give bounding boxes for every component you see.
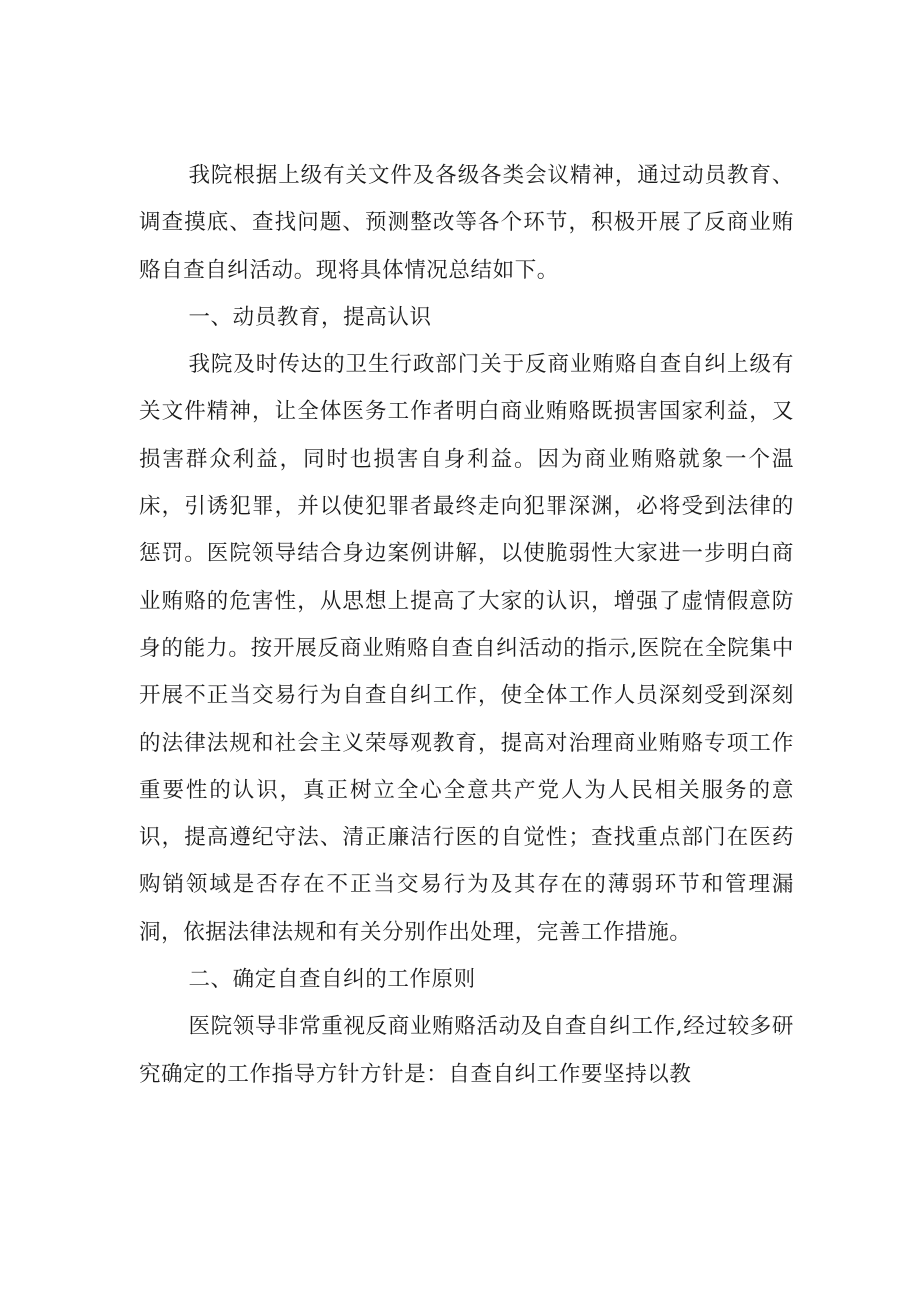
document-body [139,152,794,1098]
section-1-paragraph: 我院及时传达的卫生行政部门关于反商业贿赂自查自纠上级有关文件精神，让全体医务工作者明白商业贿赂既损害国家利益，又损害群众利益，同时也损害自身利益。因为商业贿赂就象一个温床，引诱犯罪，并以使犯罪者最终走向犯罪深渊，必将受到法律的惩罚。医院领导结合身边案例讲解，以使脆弱性大家进一步明白商业贿赂的危害性，从思想上提高了大家的认识，增强了虚情假意防身的能力。按开展反商业贿赂自查自纠活动的指示,医院在全院集中开展不正当交易行为自查自纠工作，使全体工作人员深刻受到深刻的法律法规和社会主义荣辱观教育，提高对治理商业贿赂专项工作重要性的认识，真正树立全心全意共产党人为人民相关服务的意识，提高遵纪守法、清正廉洁行医的自觉性；查找重点部门在医药购销领域是否存在不正当交易行为及其存在的薄弱环节和管理漏洞，依据法律法规和有关分别作出处理，完善工作措施。 [139,352,794,945]
intro-paragraph: 我院根据上级有关文件及各级各类会议精神，通过动员教育、调查摸底、查找问题、预测整改等各个环节，积极开展了反商业贿赂自查自纠活动。现将具体情况总结如下。 [139,163,794,283]
section-heading-2: 二、确定自查自纠的工作原则 [188,967,476,993]
section-heading-1: 一、动员教育，提高认识 [188,304,432,330]
section-2-paragraph: 医院领导非常重视反商业贿赂活动及自查自纠工作,经过较多研究确定的工作指导方针方针是：自查自纠工作要坚持以教 [139,1014,794,1087]
